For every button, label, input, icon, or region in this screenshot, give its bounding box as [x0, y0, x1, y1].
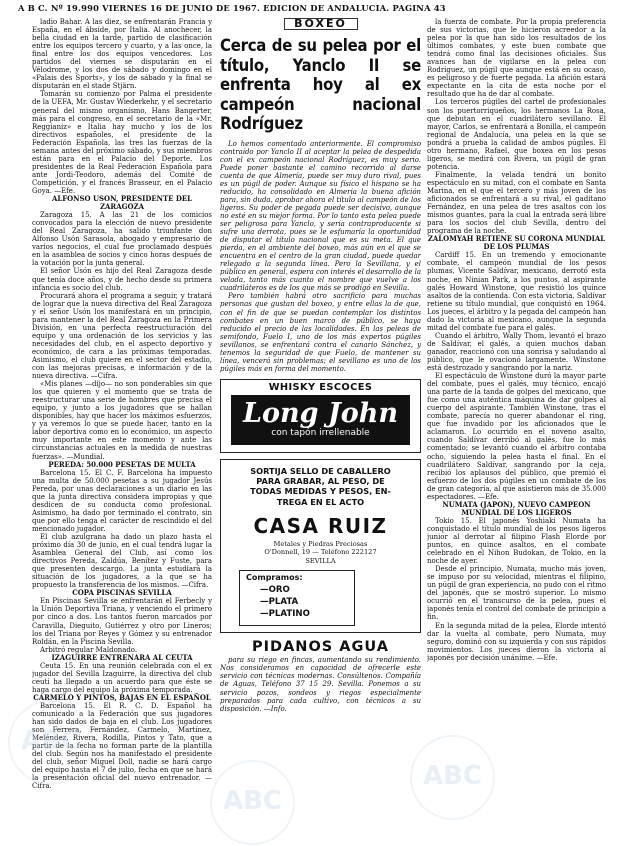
- article-paragraph: Tomarán su comienzo por Palma el presidente de la UEFA, Mr. Gustav Wiederkehr, y el secretario general del mismo organismo, Hans Bangerter, más para el congreso, en el secretario de la «Mr. Reggianiz» e Italia hay mucho y los de los directivos españoles, el presidente de la Federación Española, las tres las fuerzas de la semana antes del próximo sábado, y sus miembros están para en el Palacio del Deporte. Los presidentes de la Real Federación Española para ante Jordi-Teodoro, además del Comité de Competición, y el francés Brasseur, en el Palacio Goya. —Efe.: [32, 90, 212, 195]
- ad-tagline: con tapón irrellenable: [271, 427, 370, 438]
- ad-compramos-box: [239, 570, 355, 626]
- article-paragraph: En la segunda mitad de la pelea, Elorde intentó dar la vuelta al combate, pero Numata, muy seguro, dominó con su izquierda y con sus rápidos movimientos. Los jueces dieron la victoria al japonés por decisión unánime. —Efe.: [427, 621, 606, 662]
- casa-ruiz-advertisement: [220, 459, 421, 633]
- ad-line: SORTIJA SELLO DE CABALLERO: [250, 465, 391, 476]
- article-paragraph: Ceuta 15. En una reunión celebrada con el ex jugador del Sevilla Izaguirre, la directiva del club ceutí ha llegado a un acuerdo para que éste se haga cargo del equipo la próxima temporada.: [32, 661, 212, 694]
- article-paragraph: Los terceros púgiles del cartel de profesionales son los puertorriqueños, los hermanos La Rosa, que debutan en el cuadrilátero sevillano. El mayor, Carlos, se enfrentará a Bonilla, el campeón regional de Andalucía, una pelea en la que se pondrá a prueba la calidad de ambos púgiles. El otro hermano, Rafael, que boxea en los pesos ligeros, se medirá con Rivera, un púgil de gran potencia.: [427, 98, 606, 171]
- article-paragraph: Procurará ahora el programa a seguir, y tratará de lograr que la nueva directiva del Real Zaragoza y el señor Usón los manifestará en un principio, para mantener la del Real Zaragoza en la Primera División, en una perfecta reestructuración del equipo y una ordenación de los servicios y las necesidades del club, en el aspecto deportivo y económico, de cara a las próximas temporadas. Asimismo, el club quiere en el sector del estadio, con las mejoras precisas, e información y de la nueva directiva. —Cifra.: [32, 291, 212, 381]
- article-paragraph: Lo hemos comentado anteriormente. El compromiso contraído por Yanclo II al aceptar la pelea de despedida con el ex campeón nacional Rodríguez, es muy serio. Puede poner bastante el camino recorrido al darse cuenta de que Almería, puede ser muy duro rival, pues es un púgil de poder. Aunque su físico el hispano se ha reducido, ha consolidado en Almería la buena afición para, sin duda, aprobar ahora el título al campeón de los ligeros. Su poder de pegada puede ser decisivo, aunque no esté en su mejor forma. Por lo tanto esta pelea puede ser peligrosa para Yanclo, y sería contraproducente si sufre una derrota, pues se le esfumaría la oportunidad de disputar el título nacional que es su meta. El que pierda, en el ambiente del boxeo, más aún en el que se encuentra en el centro de la gran ciudad, puede quedar relegado a la segunda línea. Pero la Sevillana, y el público en general, espera con interés el desarrollo de la velada, tanto más cuanto el nombre que vuelve a los cuadriláteros es de los que más se prodigó en Sevilla.: [220, 139, 421, 293]
- article-subheading: PEREDA: 50.000 PESETAS DE MULTA: [48, 459, 196, 469]
- agua-ad-title: PIDANOS AGUA: [252, 639, 389, 656]
- ad-line: PARA GRABAR, AL PESO, DE: [256, 476, 385, 487]
- watermark-logo-icon: ABC: [20, 726, 81, 756]
- article-subheading: NUMATA (JAPON), NUEVO CAMPEON MUNDIAL DE LOS LIGEROS: [442, 499, 591, 517]
- ad-line: TODAS MEDIDAS Y PESOS, EN-: [250, 486, 391, 497]
- article-paragraph: Cardiff 15. En un tremendo y emocionante combate, el campeón mundial de los pesos plumas, Vicente Saldívar, mexicano, derrotó esta noche, en Ninian Park, a los puntos, al aspirante galés Howard Winstone, que resistió los quince asaltos de la contienda. Con esta victoria, Saldívar retiene su título mundial, que conquistó en 1964. Los jueces, el árbitro y la pegada del campeón han dado la victoria al mexicano, aunque la segunda mitad del combate fue para el galés.: [427, 251, 606, 332]
- article-paragraph: Tokio 15. El japonés Yoshiaki Numata ha conquistado el título mundial de los pesos ligeros junior al derrotar al filipino Flash Elorde por puntos, en quince asaltos, en el combate celebrado en el Nihon Budokan, de Tokio, en la noche de ayer.: [427, 516, 606, 566]
- ad-line: TREGA EN EL ACTO: [276, 496, 365, 507]
- ad-compramos-item: —PLATINO: [260, 609, 310, 620]
- ad-shop-address: O'Donnell, 19 — Teléfono 222127: [264, 548, 377, 557]
- ad-whisky-title: WHISKY ESCOCES: [268, 381, 373, 393]
- whisky-advertisement: [220, 379, 421, 453]
- right-column: [427, 18, 606, 836]
- article-paragraph: la fuerza de combate. Por la propia preferencia de sus victorias, que le hicieron acreedor a la pelea por la que han sido los resultados de los últimos combates, y este buen combate que tendrá como final las decisiones oficiales. Sus avances han de vigilarse en la pelea con Rodríguez, un púgil que aunque está en su ocaso, es peligroso y de fuerte pegada. La afición estará expectante en la cita de esta noche por el resultado que ha de dar al combate.: [427, 18, 606, 99]
- article-paragraph: «Mis planes —dijo— no son ponderables sin que los que quieren y el momento que se trata de reestructurar una serie de hombres que precisa el equipo, y junto a los jugadores que se hallan disponibles, hay que hacer los máximos esfuerzos, y ya veremos lo que se puede hacer, tanto en la labor deportiva como en lo económico, un aspecto muy importante en este momento y ante las circunstancias actuales en la medida de nuestras fuerzas». —Mundial.: [32, 380, 212, 461]
- left-column: [32, 18, 212, 836]
- ad-compramos-item: —PLATA: [260, 597, 299, 608]
- article-paragraph: Desde el principio, Numata, mucho más joven, se impuso por su velocidad, mientras el filipino, un púgil de gran experiencia, no pudo con el ritmo del japonés, que se mostró superior. Lo mismo ocurrió en el transcurso de la pelea, pues el japonés tenía el control del combate de principio a fin.: [427, 565, 606, 622]
- ad-shop-city: SEVILLA: [305, 556, 336, 565]
- article-paragraph: Zaragoza 15. A las 21 de los comicios convocados para la elección de nuevo presidente del Real Zaragoza, ha salido triunfante don Alfonso Usón Sarasola, abogado y empresario de varios negocios, el cual fue proclamado después en la asamblea de socios y cinco horas después de la votación por la junta general.: [32, 211, 212, 268]
- article-paragraph: Cuando el árbitro, Wally Thom, levantó el brazo de Saldívar, el galés, a quien muchos daban ganador, reaccionó con una sonrisa y saludando al público, que le ovacionó largamente. Winstone está destrozado y sangrando por la nariz.: [427, 331, 606, 373]
- article-subheading: IZAGUIRRE ENTRENARA AL CEUTA: [51, 652, 193, 662]
- article-paragraph: El señor Usón es hijo del Real Zaragoza desde que tenía doce años, y de hecho desde su primera infancia es socio del club.: [32, 267, 212, 292]
- article-paragraph: Barcelona 15. El C. F. Barcelona ha impuesto una multa de 50.000 pesetas a su jugador Jesús Pereda, por unas declaraciones a un diario en las que la junta directiva considera impropias y que desdicen de su conducta como profesional. Asimismo, ha dado por terminado el contrato, sin que por ello tenga el carácter de rescindido el del mencionado jugador.: [32, 468, 212, 533]
- article-paragraph: En Piscinas Sevilla se enfrentarán el Ferbecly y la Unión Deportiva Triana, y venciendo el primero por cinco a dos. Los tantos fueron marcados por Caravilla, Dieguito, Gutiérrez y otro por Lineros; los del Triana por Reyes y Gómez y su entrenador Roldán, en la Piscina Sevilla.: [32, 597, 212, 646]
- ad-shop-name: CASA RUIZ: [253, 513, 388, 538]
- ad-compramos-title: Compramos:: [246, 573, 303, 583]
- section-title: BOXEO: [284, 18, 358, 30]
- ad-compramos-item: —ORO: [260, 585, 290, 596]
- article-paragraph: ladio Bahar. A las diez, se enfrentarán Francia y España, en el ábside, por Italia. Al anochecer, la bella ciudad en la tarde, partido de clasificación entre los equipos tercero y cuarto, y a las once, la final entre los dos equipos vencedores. Los partidos del viernes se disputarán en el Vélodrome, y los dos de sábado y domingo en el «Palais des Sports», y los de sábado y la final se disputarán en el stade Stjärn.: [32, 18, 212, 91]
- article-paragraph: El espectáculo de Winstone duró la mayor parte del combate, pues el galés, muy técnico, encajó una parte de la tanda de golpes del mexicano, que fue como una auténtica máquina de dar golpes al cuerpo del aspirante. También Winstone, tras el combate, parecía no querer abandonar el ring, que fue invadido por los aficionados que le aclamaron. Lo ocurrido en el noveno asalto, cuando Saldívar derribó al galés, fue lo más comentado; se levantó cuando el árbitro contaba ocho, siguiendo la pelea hasta el final. En el cuadrilátero Saldívar, sangrando por la ceja, recibió los aplausos del público, que premió el esfuerzo de los dos púgiles en un combate de los de gran categoría, al que asistieron más de 35.000 espectadores. —Efe.: [427, 372, 606, 501]
- headline: Cerca de su pelea por el título, Yanclo II se enfrenta hoy al ex campeón nacional Rodríguez: [220, 36, 421, 134]
- article-paragraph: Pero también habrá otro sacrificio para muchas personas que gustan del boxeo, y entre ellas la de que, con el fin de que se puedan contemplar los distintos combates en un buen marco de público, se haya reducido el precio de las localidades. En las peleas de semifondo, Fuelo I, uno de los más expertos púgiles sevillanos, se enfrentará contra el canario Sánchez, y tenemos la seguridad de que Fuelo, de mantener su línea, vencerá sin problemas; el sevillano es uno de los púgiles más en forma del momento.: [220, 292, 421, 373]
- article-subheading: CARMELO Y PINTOS, BAJAS EN EL ESPAÑOL: [33, 692, 211, 702]
- article-subheading: ALFONSO USON, PRESIDENTE DEL ZARAGOZA: [51, 194, 193, 212]
- watermark-logo-icon: ABC: [222, 786, 283, 816]
- article-paragraph: Arbitró regular Maldonado.: [40, 645, 138, 654]
- article-subheading: COPA PISCINAS SEVILLA: [72, 588, 172, 598]
- center-column: [220, 18, 421, 836]
- article-paragraph: El club azulgrana ha dado un plazo hasta el próximo día 30 de junio, en el cual tendrá lugar la Asamblea General del Club, así como los directivos Pereda, Zaldúa, Benítez y Fuste, para que presenten descargo. La junta estudiará la situación de los jugadores, a la que se ha propuesto la transferencia de los mismos. —Cifra.: [32, 533, 212, 590]
- ad-brand: Long John: [243, 397, 398, 429]
- article-paragraph: Finalmente, la velada tendrá un bonito espectáculo en su mitad, con el combate en Santa Marina, en el que el tercero y más joven de los aficionados se enfrentará a su rival, el gaditano Fernández, en una pelea de tres asaltos con los mismos guantes, para la cual la entrada será libre para los socios del club Sevilla, dentro del programa de la noche.: [427, 170, 606, 236]
- page-header: A B C. Nº 19.990 VIERNES 16 DE JUNIO DE 1967. EDICION DE ANDALUCIA. PAGINA 43: [18, 3, 446, 13]
- agua-ad-body: para su riego en fincas, aumentando su rendimiento. Nos consideramos en capacidad de ofrecerle este servicio con técnicas modernas. Consúltenos. Compañía de Aguas, Teléfono 37 15 29. Sevilla. Ponemos a su servicio pozos, sondeos y riegos especialmente preparados para cada cultivo, con técnicos a su disposición. —Info.: [220, 656, 421, 713]
- watermark-logo-icon: ABC: [422, 761, 483, 791]
- article-subheading: ZALOMYAH RETIENE SU CORONA MUNDIAL DE LOS PLUMAS: [427, 234, 606, 252]
- article-paragraph: Barcelona 15. El R. C. D. Español ha comunicado a la Federación que sus jugadores han sido dados de baja en el club. Los jugadores son Ferrera, Fernández, Carmelo, Martínez, Meléndez, Rivera, Rodilla, Pintos y Tato, que a partir de la fecha no forman parte de la plantilla del club. Según nos ha manifestado el presidente del club, señor Miguel Doll, nadie se hará cargo del equipo hasta el 7 de julio, fecha en que se hará la presentación oficial del nuevo entrenador. —Cifra.: [32, 701, 212, 791]
- ad-shop-sub: Metales y Piedras Preciosas: [273, 539, 368, 548]
- long-john-logo: [231, 395, 410, 445]
